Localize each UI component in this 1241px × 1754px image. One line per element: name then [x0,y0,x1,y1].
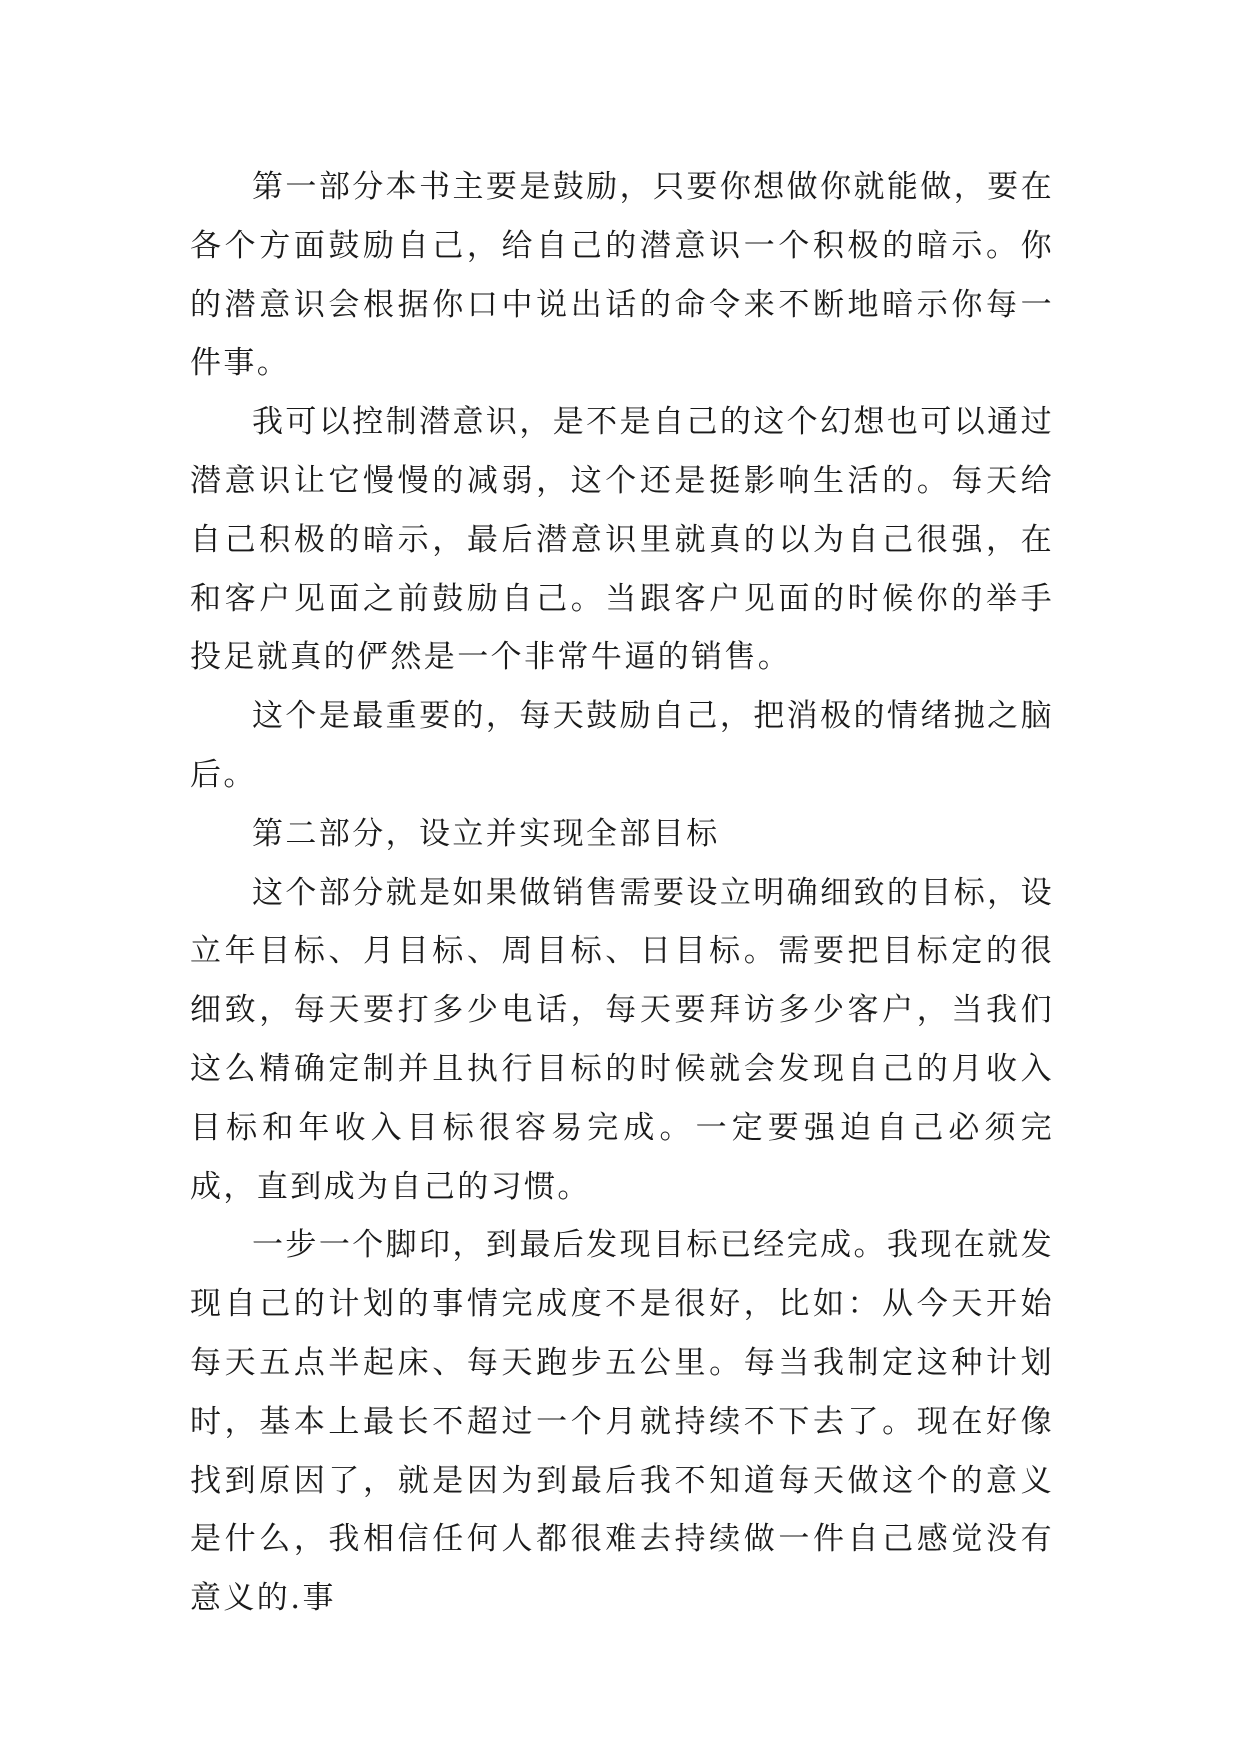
paragraph-3: 这个是最重要的，每天鼓励自己，把消极的情绪抛之脑后。 [190,698,1054,793]
paragraph-1: 第一部分本书主要是鼓励，只要你想做你就能做，要在各个方面鼓励自己，给自己的潜意识一个积极的暗示。你的潜意识会根据你口中说出话的命令来不断地暗示你每一件事。 [190,169,1054,382]
section-heading-part-two: 第二部分，设立并实现全部目标 [252,815,720,852]
paragraph-5: 这个部分就是如果做销售需要设立明确细致的目标，设立年目标、月目标、周目标、日目标。需要把目标定的很细致，每天要打多少电话，每天要拜访多少客户，当我们这么精确定制并且执行目标的时候就会发现自己的月收入目标和年收入目标很容易完成。一定要强迫自己必须完成，直到成为自己的习惯。 [190,874,1054,1205]
paragraph-2: 我可以控制潜意识，是不是自己的这个幻想也可以通过潜意识让它慢慢的减弱，这个还是挺影响生活的。每天给自己积极的暗示，最后潜意识里就真的以为自己很强，在和客户见面之前鼓励自己。当跟客户见面的时候你的举手投足就真的俨然是一个非常牛逼的销售。 [190,404,1054,676]
paragraph-6: 一步一个脚印，到最后发现目标已经完成。我现在就发现自己的计划的事情完成度不是很好，比如：从今天开始每天五点半起床、每天跑步五公里。每当我制定这种计划时，基本上最长不超过一个月就持续不下去了。现在好像找到原因了，就是因为到最后我不知道每天做这个的意义是什么，我相信任何人都很难去持续做一件自己感觉没有意义的.事 [190,1227,1054,1617]
document-body [190,158,1054,1628]
